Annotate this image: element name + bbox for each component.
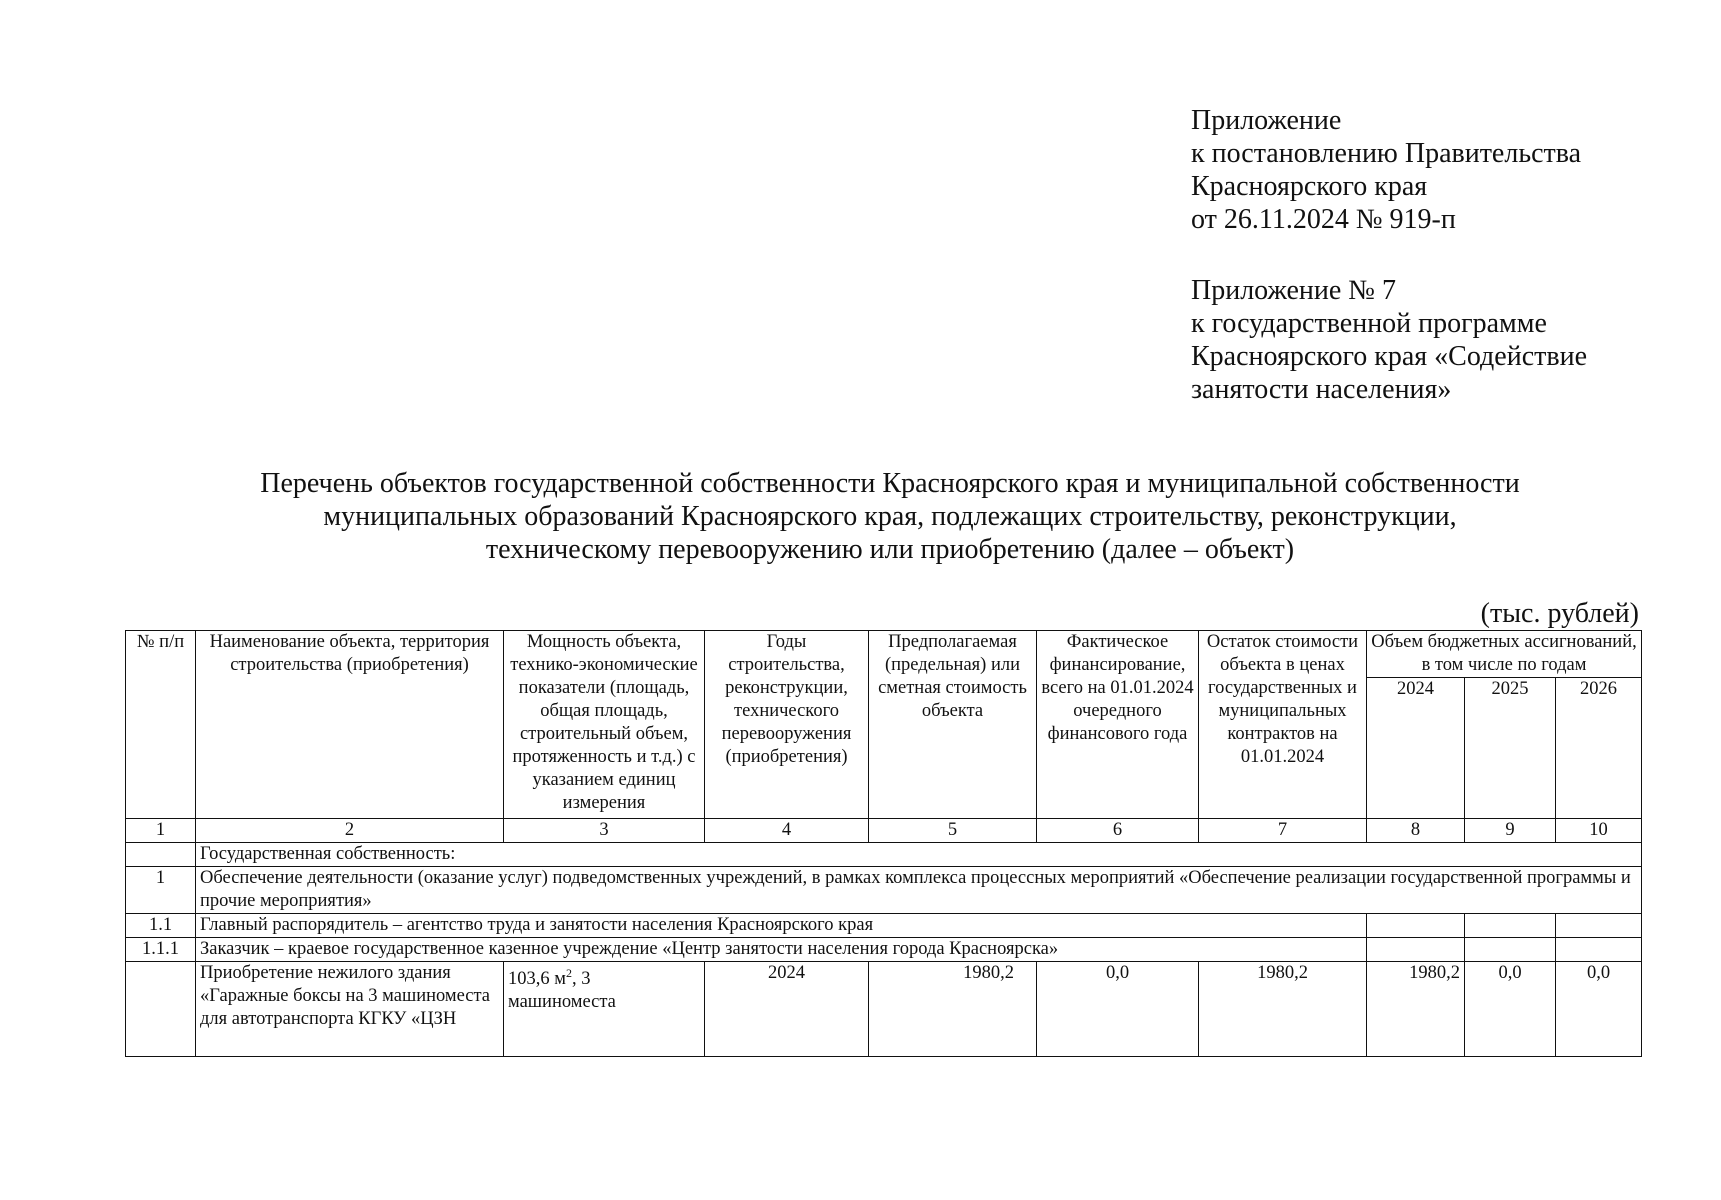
attachment-line: от 26.11.2024 № 919-п (1191, 204, 1456, 235)
object-capacity (504, 962, 705, 1057)
object-cost: 1980,2 (869, 962, 1037, 1057)
objects-table (125, 630, 1642, 1057)
header-capacity: Мощность объекта, технико-экономические показатели (площадь, общая площадь, строительный объем, протяженность и т.д.) с указанием единиц измерения (504, 631, 705, 819)
section-row (126, 843, 1642, 867)
capacity-unit-superscript: 2 (565, 966, 572, 980)
row-number: 1.1 (126, 914, 196, 938)
attachment-line: Красноярского края «Содействие (1191, 341, 1587, 372)
attachment-line: Приложение (1191, 105, 1342, 136)
object-years: 2024 (705, 962, 869, 1057)
empty-cell (1556, 914, 1642, 938)
object-financed: 0,0 (1037, 962, 1199, 1057)
header-number: № п/п (126, 631, 196, 819)
object-2025: 0,0 (1465, 962, 1556, 1057)
object-name: Приобретение нежилого здания «Гаражные боксы на 3 машиноместа для автотранспорта КГКУ «ЦЗН (196, 962, 504, 1057)
header-financed: Фактическое финансирование, всего на 01.01.2024 очередного финансового года (1037, 631, 1199, 819)
empty-cell (1367, 914, 1465, 938)
column-number: 1 (126, 819, 196, 843)
column-number: 9 (1465, 819, 1556, 843)
header-cost: Предполагаемая (предельная) или сметная стоимость объекта (869, 631, 1037, 819)
title-line: муниципальных образований Красноярского края, подлежащих строительству, реконструкции, (323, 501, 1457, 532)
section-title: Государственная собственность: (196, 843, 1642, 867)
empty-cell (1556, 938, 1642, 962)
row-number: 1 (126, 867, 196, 914)
row-number: 1.1.1 (126, 938, 196, 962)
column-number: 4 (705, 819, 869, 843)
section-number-cell (126, 843, 196, 867)
attachment-line: Красноярского края (1191, 171, 1428, 202)
empty-cell (1465, 914, 1556, 938)
attachment-line: занятости населения» (1191, 374, 1452, 405)
header-row (126, 631, 1642, 678)
object-2024: 1980,2 (1367, 962, 1465, 1057)
attachment-line: к постановлению Правительства (1191, 138, 1582, 169)
row-text: Заказчик – краевое государственное казенное учреждение «Центр занятости населения города Красноярска» (196, 938, 1367, 962)
row-text: Обеспечение деятельности (оказание услуг) подведомственных учреждений, в рамках комплекса процессных мероприятий «Обеспечение реализации государственной программы и прочие мероприятия» (196, 867, 1642, 914)
units-label: (тыс. рублей) (1480, 598, 1639, 629)
empty-cell (1465, 938, 1556, 962)
object-remaining: 1980,2 (1199, 962, 1367, 1057)
header-year-2026: 2026 (1556, 678, 1642, 819)
attachment-line: Приложение № 7 (1191, 275, 1396, 306)
column-number: 3 (504, 819, 705, 843)
header-years: Годы строительства, реконструкции, технического перевооружения (приобретения) (705, 631, 869, 819)
document-title (160, 467, 1620, 566)
object-row (126, 962, 1642, 1057)
attachment-line: к государственной программе (1191, 308, 1547, 339)
capacity-area: 103,6 м (508, 969, 566, 990)
table-row (126, 914, 1642, 938)
column-number: 7 (1199, 819, 1367, 843)
table-row (126, 938, 1642, 962)
header-object-name: Наименование объекта, территория строительства (приобретения) (196, 631, 504, 819)
title-line: техническому перевооружению или приобретению (далее – объект) (485, 534, 1295, 565)
header-year-2024: 2024 (1367, 678, 1465, 819)
row-number (126, 962, 196, 1057)
title-line: Перечень объектов государственной собственности Красноярского края и муниципальной собственности (260, 468, 1520, 499)
empty-cell (1367, 938, 1465, 962)
column-number: 10 (1556, 819, 1642, 843)
column-number: 2 (196, 819, 504, 843)
header-year-2025: 2025 (1465, 678, 1556, 819)
column-number-row (126, 819, 1642, 843)
object-2026: 0,0 (1556, 962, 1642, 1057)
attachment-block (1191, 104, 1587, 406)
capacity-rest: , 3 машиноместа (508, 969, 616, 1013)
table-row (126, 867, 1642, 914)
header-budget: Объем бюджетных ассигнований, в том числе по годам (1367, 631, 1642, 678)
row-text: Главный распорядитель – агентство труда и занятости населения Красноярского края (196, 914, 1367, 938)
header-remaining: Остаток стоимости объекта в ценах государственных и муниципальных контрактов на 01.01.2024 (1199, 631, 1367, 819)
column-number: 5 (869, 819, 1037, 843)
column-number: 8 (1367, 819, 1465, 843)
column-number: 6 (1037, 819, 1199, 843)
spacer (1191, 236, 1587, 274)
